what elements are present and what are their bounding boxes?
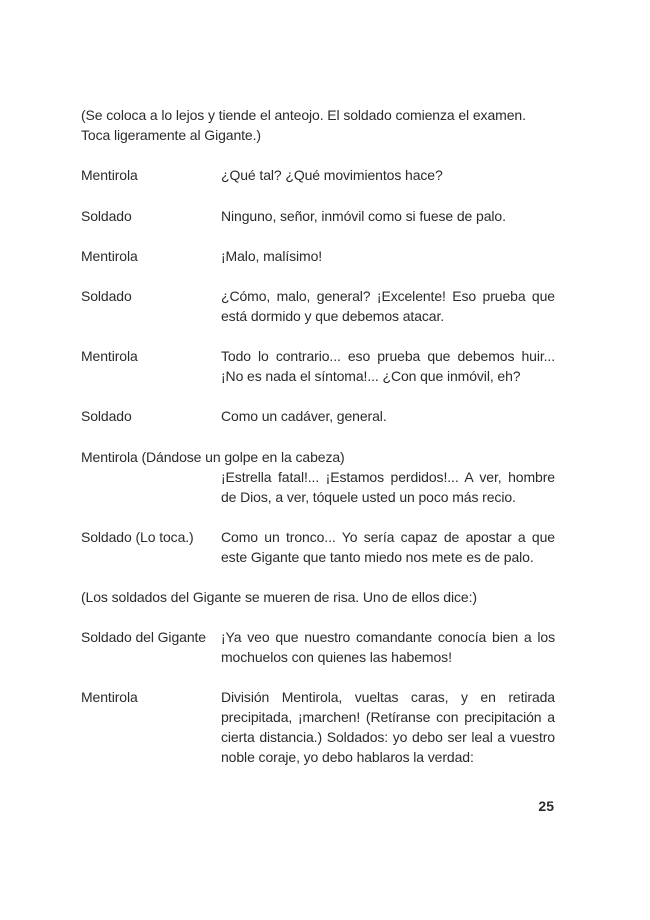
speech-text: Como un tronco... Yo sería capaz de apostar a que este Gigante que tanto miedo nos mete es de palo.: [221, 529, 555, 565]
dialogue-line: [81, 206, 555, 226]
speaker-name: Mentirola (Dándose un golpe en la cabeza): [81, 449, 345, 465]
speaker-name: Mentirola: [81, 348, 138, 364]
speech-text: ¡Estrella fatal!... ¡Estamos perdidos!... A ver, hombre de Dios, a ver, tóquele usted un poco más recio.: [221, 469, 555, 505]
speaker-name: Mentirola: [81, 248, 138, 264]
speaker-name: Soldado: [81, 408, 132, 424]
speech-text: Todo lo contrario... eso prueba que debemos huir... ¡No es nada el síntoma!... ¿Con que inmóvil, eh?: [221, 348, 555, 384]
dialogue-line: [81, 246, 555, 266]
speech-text: División Mentirola, vueltas caras, y en retirada precipitada, ¡marchen! (Retíranse con precipitación a cierta distancia.) Soldados: yo debo ser leal a vuestro noble coraje, yo debo hablaros la verdad:: [221, 689, 555, 765]
dialogue-line: [81, 286, 555, 326]
page-number: 25: [538, 798, 554, 814]
speaker-name: Soldado: [81, 288, 132, 304]
speech-text: ¡Malo, malísimo!: [221, 248, 323, 264]
speaker-name: Soldado del Gigante: [81, 629, 206, 645]
dialogue-line: [81, 346, 555, 386]
dialogue-line: [81, 687, 555, 767]
speaker-name: Soldado (Lo toca.): [81, 529, 194, 545]
stage-direction: (Se coloca a lo lejos y tiende el anteojo. El soldado comienza el examen. Toca ligeramente al Gigante.): [81, 107, 526, 143]
speaker-name: Mentirola: [81, 689, 138, 705]
speaker-name: Soldado: [81, 208, 132, 224]
dialogue-line: [81, 447, 555, 507]
dialogue-line: [81, 627, 555, 667]
dialogue-line: [81, 165, 555, 185]
speaker-name: Mentirola: [81, 167, 138, 183]
dialogue-line: [81, 527, 555, 567]
speech-text: Como un cadáver, general.: [221, 408, 387, 424]
speech-text: ¿Cómo, malo, general? ¡Excelente! Eso prueba que está dormido y que debemos atacar.: [221, 288, 555, 324]
dialogue-line: [81, 406, 555, 426]
speech-text: Ninguno, señor, inmóvil como si fuese de palo.: [221, 208, 506, 224]
speech-text: ¿Qué tal? ¿Qué movimientos hace?: [221, 167, 443, 183]
speech-text: ¡Ya veo que nuestro comandante conocía bien a los mochuelos con quienes las habemos!: [221, 629, 555, 665]
stage-direction: (Los soldados del Gigante se mueren de risa. Uno de ellos dice:): [81, 589, 477, 605]
